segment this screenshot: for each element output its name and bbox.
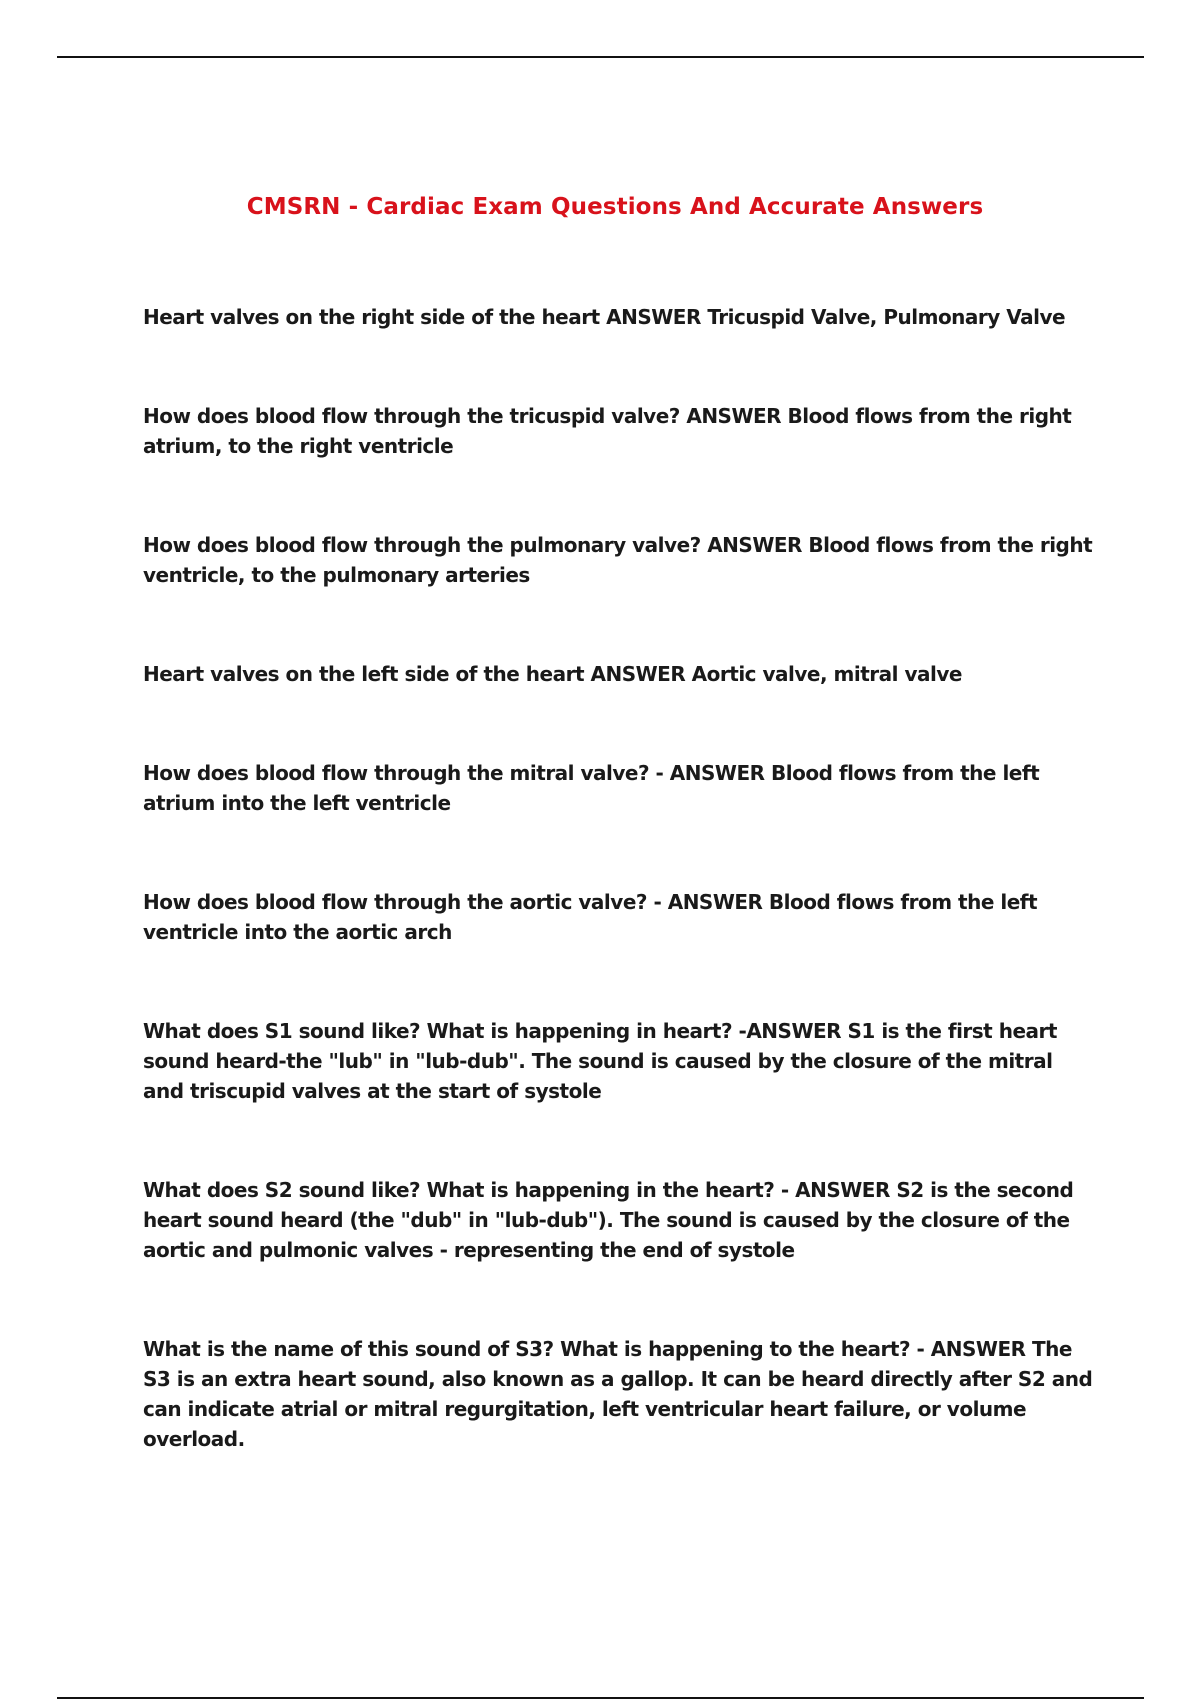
qa-entry-8: What does S2 sound like? What is happening in the heart? - ANSWER S2 is the second heart sound heard (the "dub" in "lub-dub"). The sound is caused by the closure of the aortic and pulmonic valves - representing the end of systole [143,1178,1074,1262]
header-rule [57,56,1144,58]
qa-entry-4: Heart valves on the left side of the heart ANSWER Aortic valve, mitral valve [143,662,962,686]
qa-entry-9: What is the name of this sound of S3? What is happening to the heart? - ANSWER The S3 is an extra heart sound, also known as a gallop. It can be heard directly after S2 and can indicate atrial or mitral regurgitation, left ventricular heart failure, or volume overload. [143,1337,1093,1451]
document-title: CMSRN - Cardiac Exam Questions And Accurate Answers [246,194,984,220]
qa-entry-5: How does blood flow through the mitral valve? - ANSWER Blood flows from the left atrium into the left ventricle [143,761,1040,815]
qa-entry-6: How does blood flow through the aortic valve? - ANSWER Blood flows from the left ventricle into the aortic arch [143,890,1038,944]
qa-entry-7: What does S1 sound like? What is happening in heart? -ANSWER S1 is the first heart sound heard-the "lub" in "lub-dub". The sound is caused by the closure of the mitral and triscupid valves at the start of systole [143,1019,1057,1103]
qa-entry-3: How does blood flow through the pulmonary valve? ANSWER Blood flows from the right ventricle, to the pulmonary arteries [143,533,1093,587]
qa-entry-1: Heart valves on the right side of the heart ANSWER Tricuspid Valve, Pulmonary Valve [143,305,1066,329]
footer-rule [57,1697,1144,1699]
qa-entry-2: How does blood flow through the tricuspid valve? ANSWER Blood flows from the right atrium, to the right ventricle [143,404,1072,458]
